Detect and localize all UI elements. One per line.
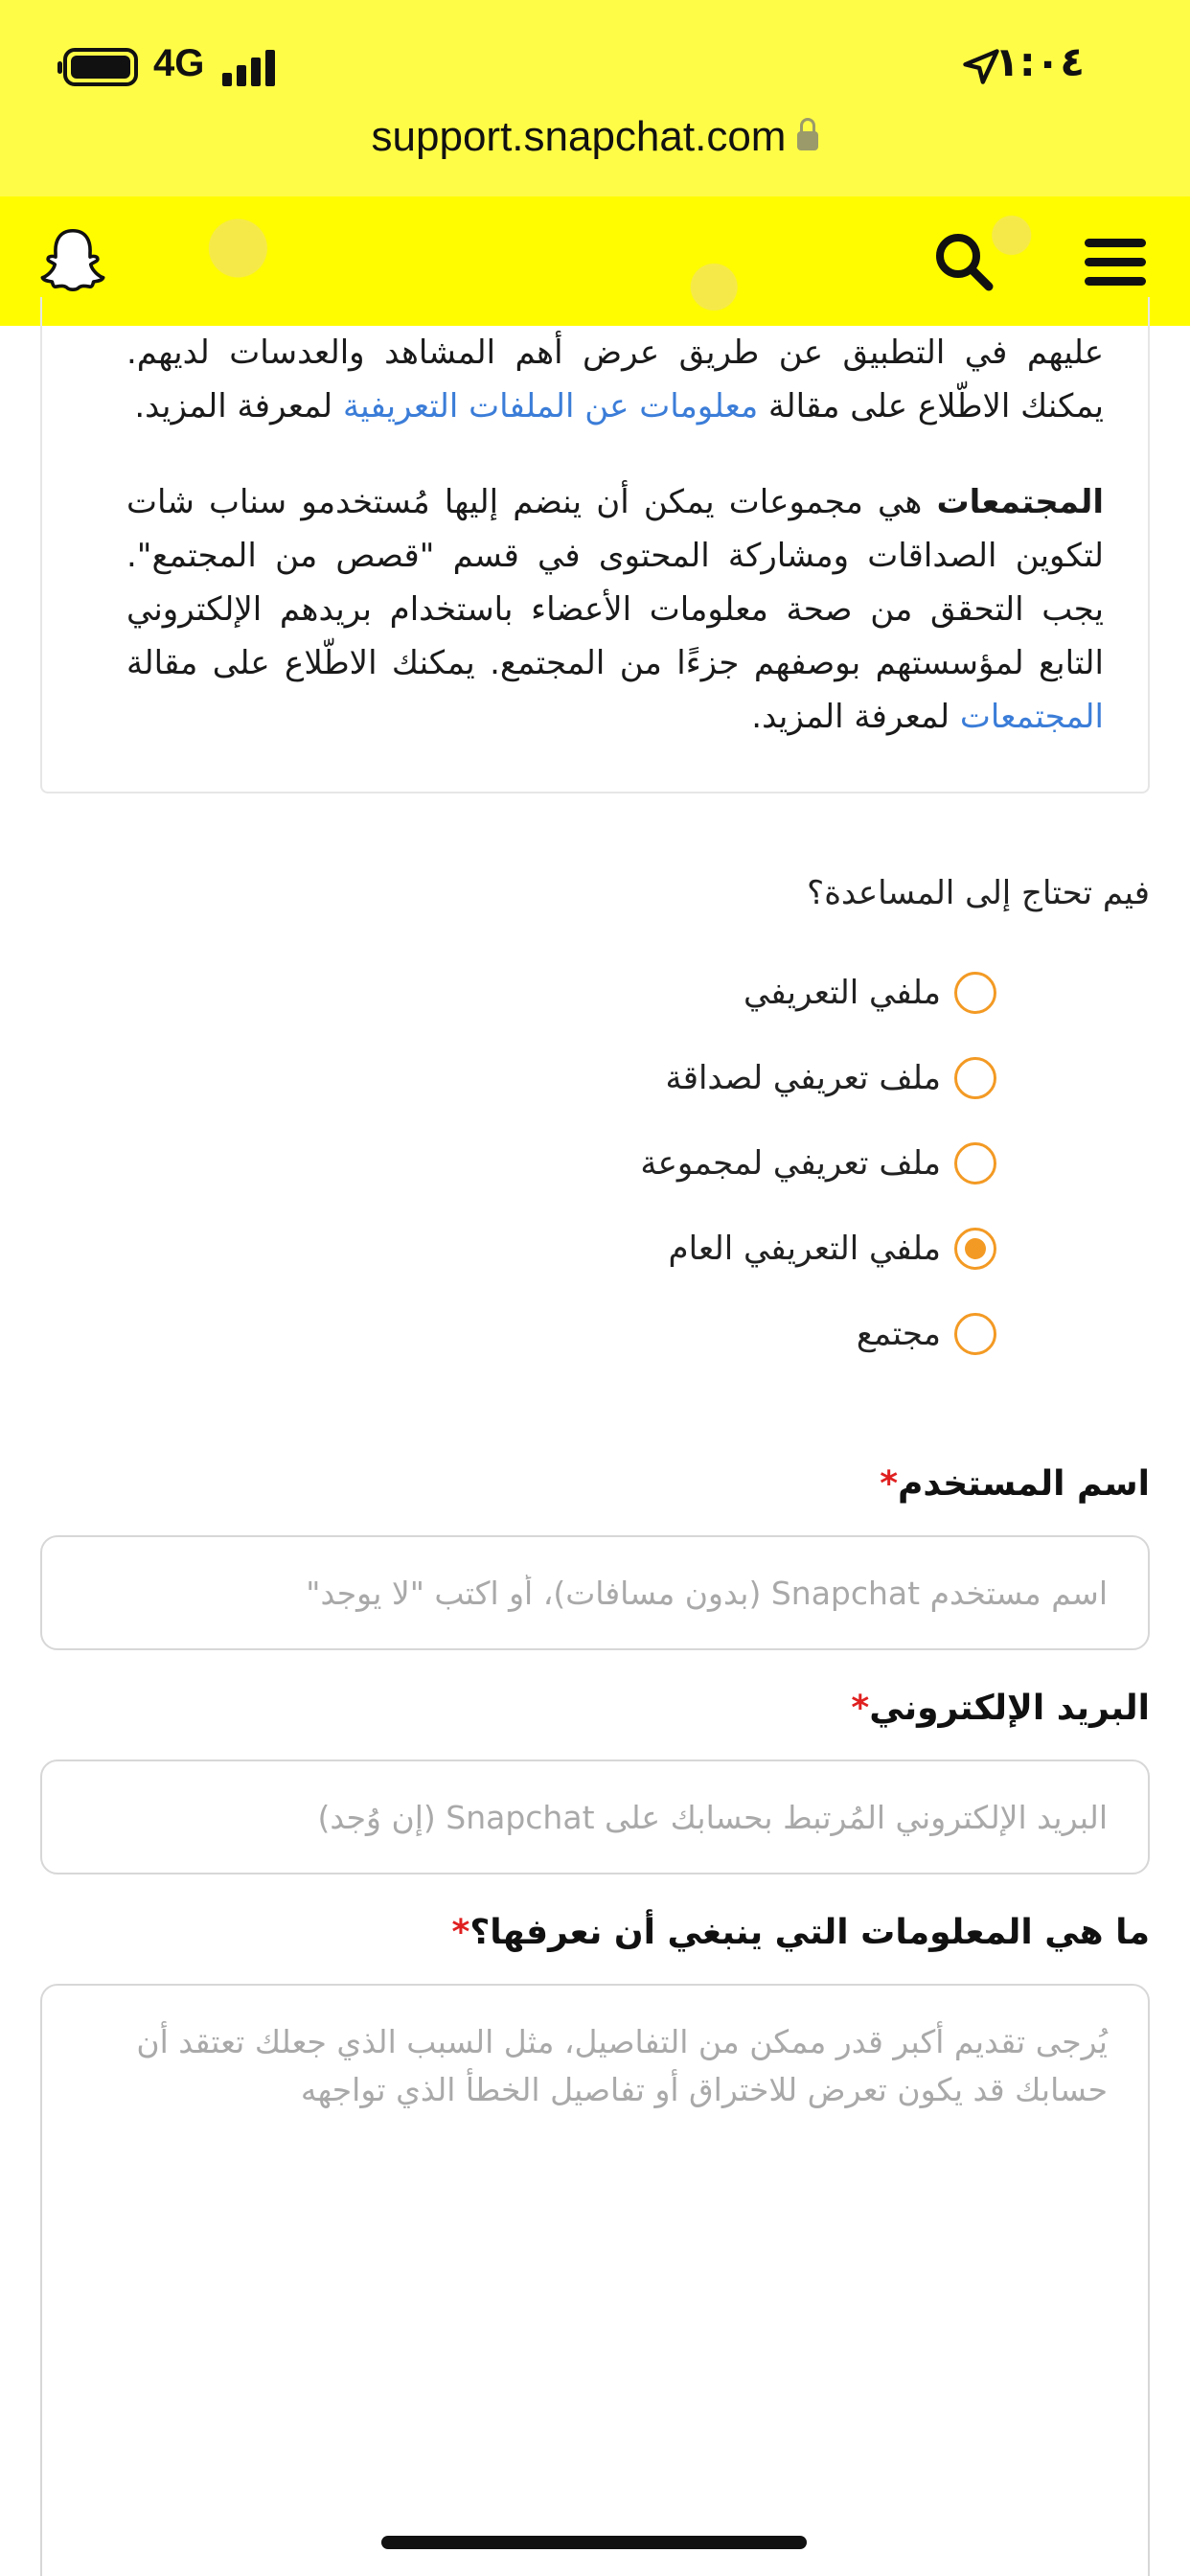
required-marker: *	[880, 1464, 899, 1504]
radio-button[interactable]	[954, 1142, 996, 1184]
battery-icon	[63, 48, 138, 86]
url-text: support.snapchat.com	[371, 113, 787, 160]
paragraph-text: هي مجموعات يمكن أن ينضم إليها مُستخدمو سناب شات لتكوين الصداقات ومشاركة المحتوى في قسم "قصص من المجتمع". يجب التحقق من صحة معلومات الأعضاء باستخدام بريدهم الإلكتروني التابع لمؤسستهم بوصفهم جزءًا من المجتمع. يمكنك الاطّلاع على مقالة	[126, 483, 1104, 682]
browser-chrome	[0, 0, 1190, 196]
paragraph-text-end: لمعرفة المزيد.	[751, 698, 960, 736]
communities-article-link[interactable]: المجتمعات	[959, 698, 1104, 736]
snapchat-ghost-icon[interactable]	[38, 225, 107, 294]
radio-button[interactable]	[954, 1313, 996, 1355]
option-community[interactable]	[857, 1313, 996, 1355]
option-public-profile[interactable]	[669, 1228, 996, 1270]
option-group-profile[interactable]	[640, 1142, 996, 1184]
communities-term: المجتمعات	[936, 483, 1104, 521]
required-marker: *	[851, 1689, 870, 1728]
username-label: اسم المستخدم*	[880, 1464, 1150, 1504]
option-label: ملفي التعريفي	[743, 974, 941, 1012]
search-icon[interactable]	[933, 231, 995, 292]
option-my-profile[interactable]	[744, 972, 996, 1014]
email-input[interactable]	[40, 1760, 1150, 1874]
option-label: ملفي التعريفي العام	[668, 1230, 941, 1268]
email-label: البريد الإلكتروني*	[851, 1689, 1150, 1728]
status-bar	[0, 38, 1190, 96]
help-question: فيم تحتاج إلى المساعدة؟	[807, 874, 1150, 912]
paragraph-text: عليهم في التطبيق عن طريق عرض أهم المشاهد والعدسات لديهم. يمكنك الاطّلاع على مقالة	[126, 334, 1104, 426]
signal-icon	[222, 46, 276, 86]
option-friend-profile[interactable]	[665, 1057, 996, 1099]
article-paragraph-communities	[126, 475, 1104, 744]
option-label: ملف تعريفي لصداقة	[665, 1059, 941, 1097]
network-type: 4G	[153, 42, 205, 84]
status-time: ١:٠٤	[995, 38, 1085, 85]
details-label: ما هي المعلومات التي ينبغي أن نعرفها؟*	[451, 1913, 1150, 1952]
username-input[interactable]	[40, 1535, 1150, 1650]
required-marker: *	[451, 1913, 470, 1952]
menu-icon[interactable]	[1085, 239, 1146, 287]
lock-icon	[797, 131, 818, 150]
radio-button-selected[interactable]	[954, 1228, 996, 1270]
radio-button[interactable]	[954, 1057, 996, 1099]
details-textarea[interactable]	[40, 1984, 1150, 2576]
paragraph-text-end: لمعرفة المزيد.	[134, 387, 343, 426]
article-paragraph-profiles	[126, 326, 1104, 433]
url-bar[interactable]	[0, 113, 1190, 161]
option-label: ملف تعريفي لمجموعة	[640, 1144, 941, 1183]
option-label: مجتمع	[856, 1315, 941, 1353]
home-indicator	[381, 2536, 807, 2549]
radio-button[interactable]	[954, 972, 996, 1014]
profiles-article-link[interactable]: معلومات عن الملفات التعريفية	[342, 387, 759, 426]
